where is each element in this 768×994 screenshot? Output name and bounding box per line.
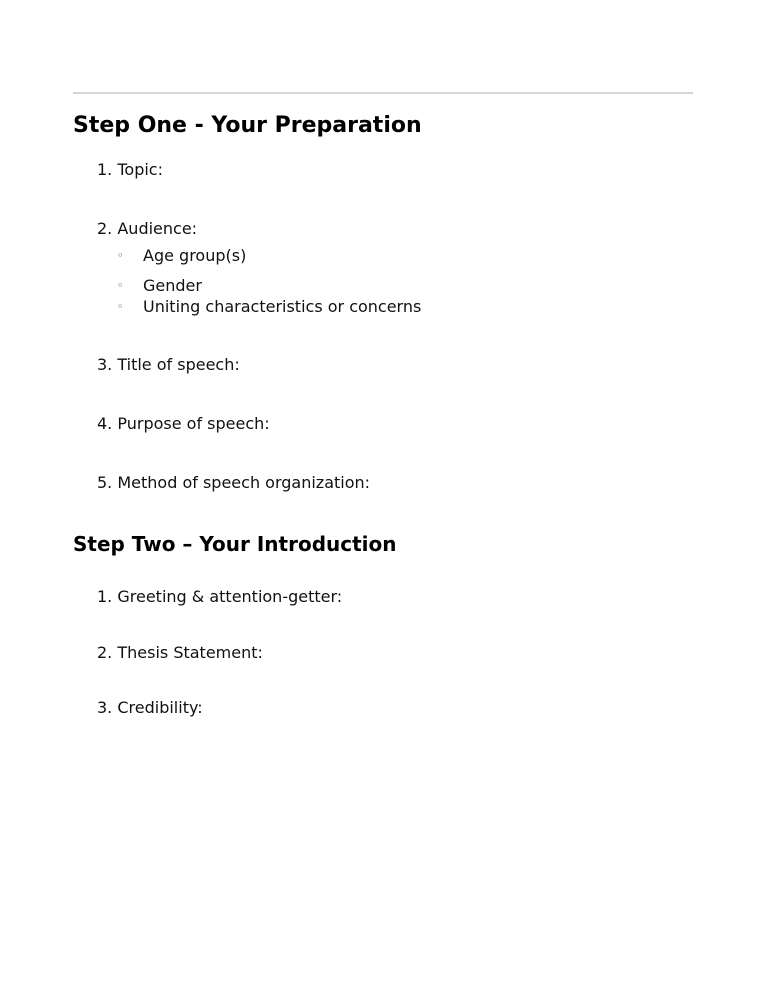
item-label: Greeting & attention-getter: [117, 587, 343, 606]
list-item-thesis [97, 643, 263, 663]
item-number: 3. [97, 355, 113, 374]
item-number: 2. [97, 219, 113, 238]
list-item-title [97, 355, 240, 375]
circle-bullet-icon: ◦ [117, 300, 124, 313]
item-number: 2. [97, 643, 113, 662]
circle-bullet-icon: ◦ [117, 279, 124, 292]
sub-item-gender [117, 276, 202, 296]
horizontal-rule [73, 92, 693, 94]
item-number: 4. [97, 414, 113, 433]
list-item-audience [97, 219, 197, 239]
list-item-topic [97, 160, 163, 180]
item-label: Thesis Statement: [117, 643, 263, 662]
item-label: Title of speech: [117, 355, 240, 374]
item-number: 3. [97, 698, 113, 717]
sub-item-age-group [117, 246, 246, 266]
item-label: Purpose of speech: [117, 414, 270, 433]
section-two-heading: Step Two – Your Introduction [73, 532, 397, 556]
item-label: Credibility: [117, 698, 203, 717]
item-label: Method of speech organization: [117, 473, 371, 492]
sub-item-label: Uniting characteristics or concerns [143, 297, 422, 316]
list-item-purpose [97, 414, 270, 434]
section-one-heading: Step One - Your Preparation [73, 113, 422, 138]
sub-item-label: Age group(s) [143, 246, 247, 265]
item-label: Audience: [117, 219, 198, 238]
item-number: 5. [97, 473, 113, 492]
list-item-method [97, 473, 370, 493]
list-item-credibility [97, 698, 203, 718]
list-item-greeting [97, 587, 342, 607]
item-number: 1. [97, 160, 113, 179]
sub-item-uniting-characteristics [117, 297, 421, 317]
item-number: 1. [97, 587, 113, 606]
sub-item-label: Gender [143, 276, 202, 295]
circle-bullet-icon: ◦ [117, 249, 124, 262]
item-label: Topic: [117, 160, 163, 179]
